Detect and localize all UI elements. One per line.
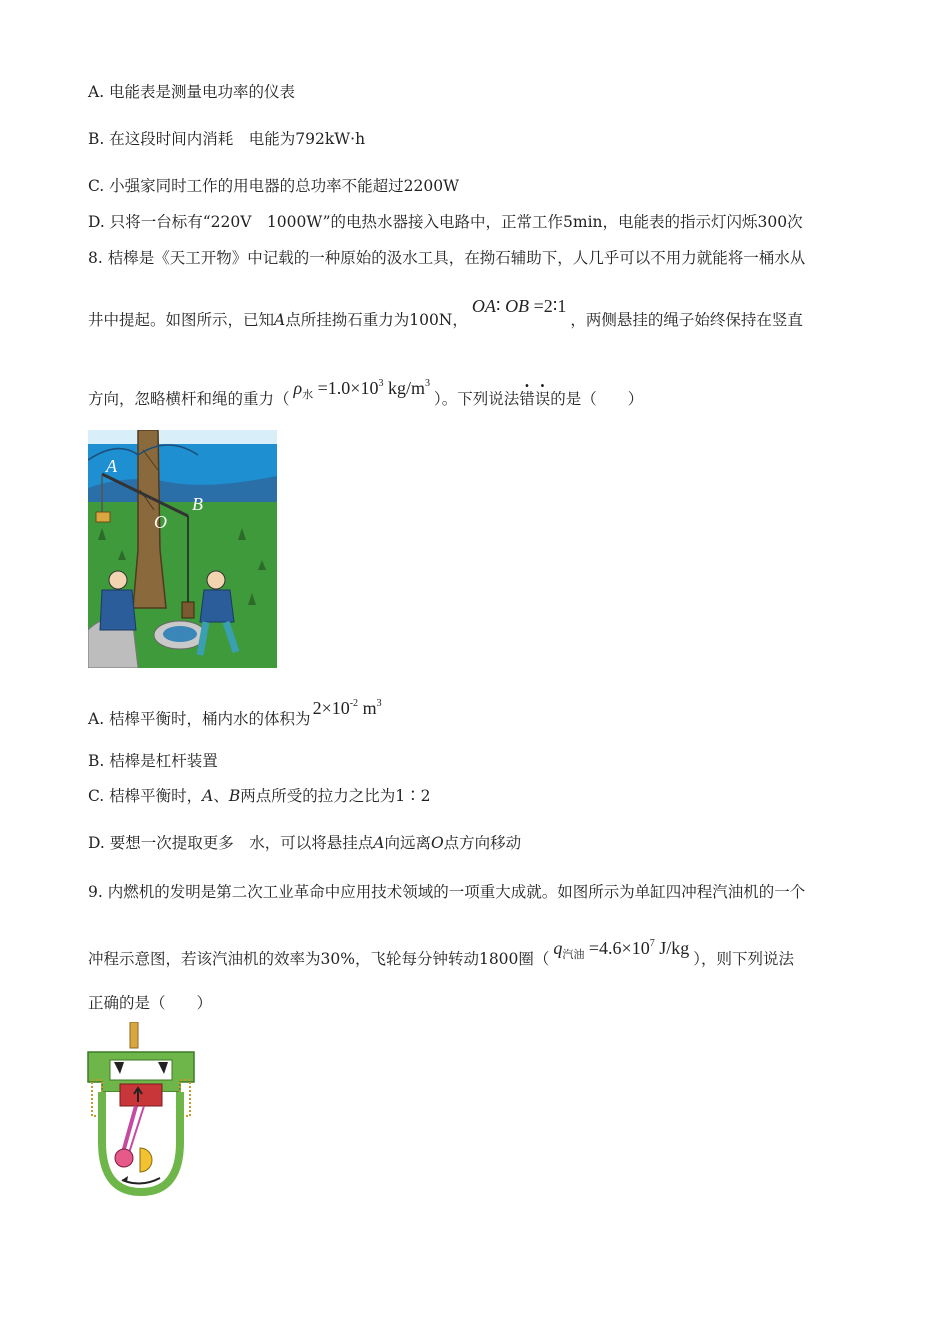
- q8-text: 井中提起。如图所示，已知: [88, 311, 275, 329]
- person-left-head: [109, 571, 127, 589]
- cylinder-body: [102, 1092, 180, 1192]
- q8-option-a-formula: [313, 698, 382, 718]
- q8-stem-line1: 8. 桔槔是《天工开物》中记载的一种原始的汲水工具，在拗石辅助下，人几乎可以不用力就能将一桶水从: [88, 249, 806, 267]
- q8-option-a-unit-exp: 3: [376, 698, 382, 709]
- q9-q-sub: 汽油: [562, 949, 585, 961]
- q8-option-d-o: O: [430, 834, 444, 852]
- q8-option-c-text: C. 桔槔平衡时，: [88, 787, 203, 805]
- q8-option-c-sep: 、: [213, 787, 229, 805]
- water-bucket: [182, 602, 194, 618]
- crank: [115, 1149, 133, 1167]
- q8-option-b: B. 桔槔是杠杆装置: [88, 752, 218, 770]
- q9-heat-value-formula: [553, 938, 690, 961]
- q8-text: 方向，忽略横杆和绳的重力（: [88, 390, 290, 408]
- q8-stem-line3: [88, 378, 644, 415]
- q8-option-a-exp: -2: [349, 698, 359, 709]
- piston: [120, 1084, 162, 1106]
- q8-ratio-oa: OA: [471, 296, 496, 316]
- q8-option-d-a: A: [373, 834, 385, 852]
- label-a: A: [106, 456, 117, 476]
- q8-rho-unit-exp: 3: [424, 378, 430, 389]
- q7-option-c: C. 小强家同时工作的用电器的总功率不能超过2200W: [88, 177, 460, 195]
- q8-option-c: [88, 786, 431, 806]
- q8-rho-sub: 水: [302, 389, 314, 401]
- q8-emphasis-char: 错: [519, 390, 535, 408]
- person-right-body: [200, 590, 234, 622]
- q8-option-a-value: 2×10: [312, 698, 350, 718]
- person-right-head: [207, 571, 225, 589]
- q8-rho-exp: 3: [378, 378, 384, 389]
- q8-rho-value: =1.0×10: [317, 378, 379, 398]
- q8-stem-line2: [88, 296, 803, 330]
- q9-q-unit: J/kg: [659, 938, 690, 958]
- q8-option-d-text2: 向远离: [384, 834, 431, 852]
- q8-text: ，两侧悬挂的绳子始终保持在竖直: [570, 311, 803, 329]
- q8-option-c-b: B: [228, 787, 241, 805]
- q8-text: 的是（ ）: [550, 390, 644, 408]
- q7-option-d: D. 只将一台标有“220V 1000W”的电热水器接入电路中，正常工作5min，电能表的指示灯闪烁300次: [88, 213, 803, 231]
- q9-q-exp: 7: [649, 938, 655, 949]
- q8-rho-unit: kg/m: [387, 378, 425, 398]
- q8-option-d: [88, 833, 521, 853]
- q9-q: q: [553, 938, 563, 958]
- q8-option-c-a: A: [202, 787, 214, 805]
- q7-option-a: A. 电能表是测量电功率的仪表: [88, 83, 296, 101]
- q8-ratio-value: =2∶1: [533, 296, 567, 316]
- spark-plug: [130, 1022, 138, 1048]
- q8-density-formula: [293, 378, 430, 401]
- q7-option-b: B. 在这段时间内消耗 电能为792kW·h: [88, 130, 366, 148]
- q8-option-d-text3: 点方向移动: [443, 834, 522, 852]
- q8-ratio-formula: [472, 296, 567, 316]
- person-left-body: [100, 590, 136, 630]
- q8-ratio-ob: OB: [505, 296, 530, 316]
- label-b: B: [192, 494, 203, 514]
- q8-rho: ρ: [293, 378, 303, 398]
- q8-text: 点所挂拗石重力为100N，: [285, 311, 468, 329]
- q9-stem-line1: 9. 内燃机的发明是第二次工业革命中应用技术领域的一项重大成就。如图所示为单缸四冲程汽油机的一个: [88, 883, 806, 901]
- q8-ratio-sep: ∶: [495, 296, 501, 316]
- q8-option-a-text: A. 桔槔平衡时，桶内水的体积为: [88, 710, 311, 728]
- q8-point-a: A: [274, 311, 286, 329]
- engine-figure: [86, 1022, 196, 1198]
- q9-q-value: =4.6×10: [588, 938, 650, 958]
- q9-text: 冲程示意图，若该汽油机的效率为30%，飞轮每分钟转动1800圈（: [88, 950, 550, 968]
- q8-option-a: [88, 698, 382, 729]
- q8-emphasis-char: 误: [534, 390, 551, 408]
- q9-stem-line3: 正确的是（ ）: [88, 994, 213, 1012]
- q8-option-c-text2: 两点所受的拉力之比为1∶2: [240, 787, 431, 805]
- label-o: O: [154, 512, 167, 532]
- q9-text2: ），则下列说法: [693, 950, 794, 968]
- counterweight-stone: [96, 512, 110, 522]
- q8-option-d-text: D. 要想一次提取更多 水，可以将悬挂点: [88, 834, 374, 852]
- q9-stem-line2: [88, 938, 794, 975]
- q8-option-a-unit: m: [362, 698, 377, 718]
- well-sweep-figure: [88, 430, 277, 668]
- q8-text: ）。下列说法: [433, 390, 520, 408]
